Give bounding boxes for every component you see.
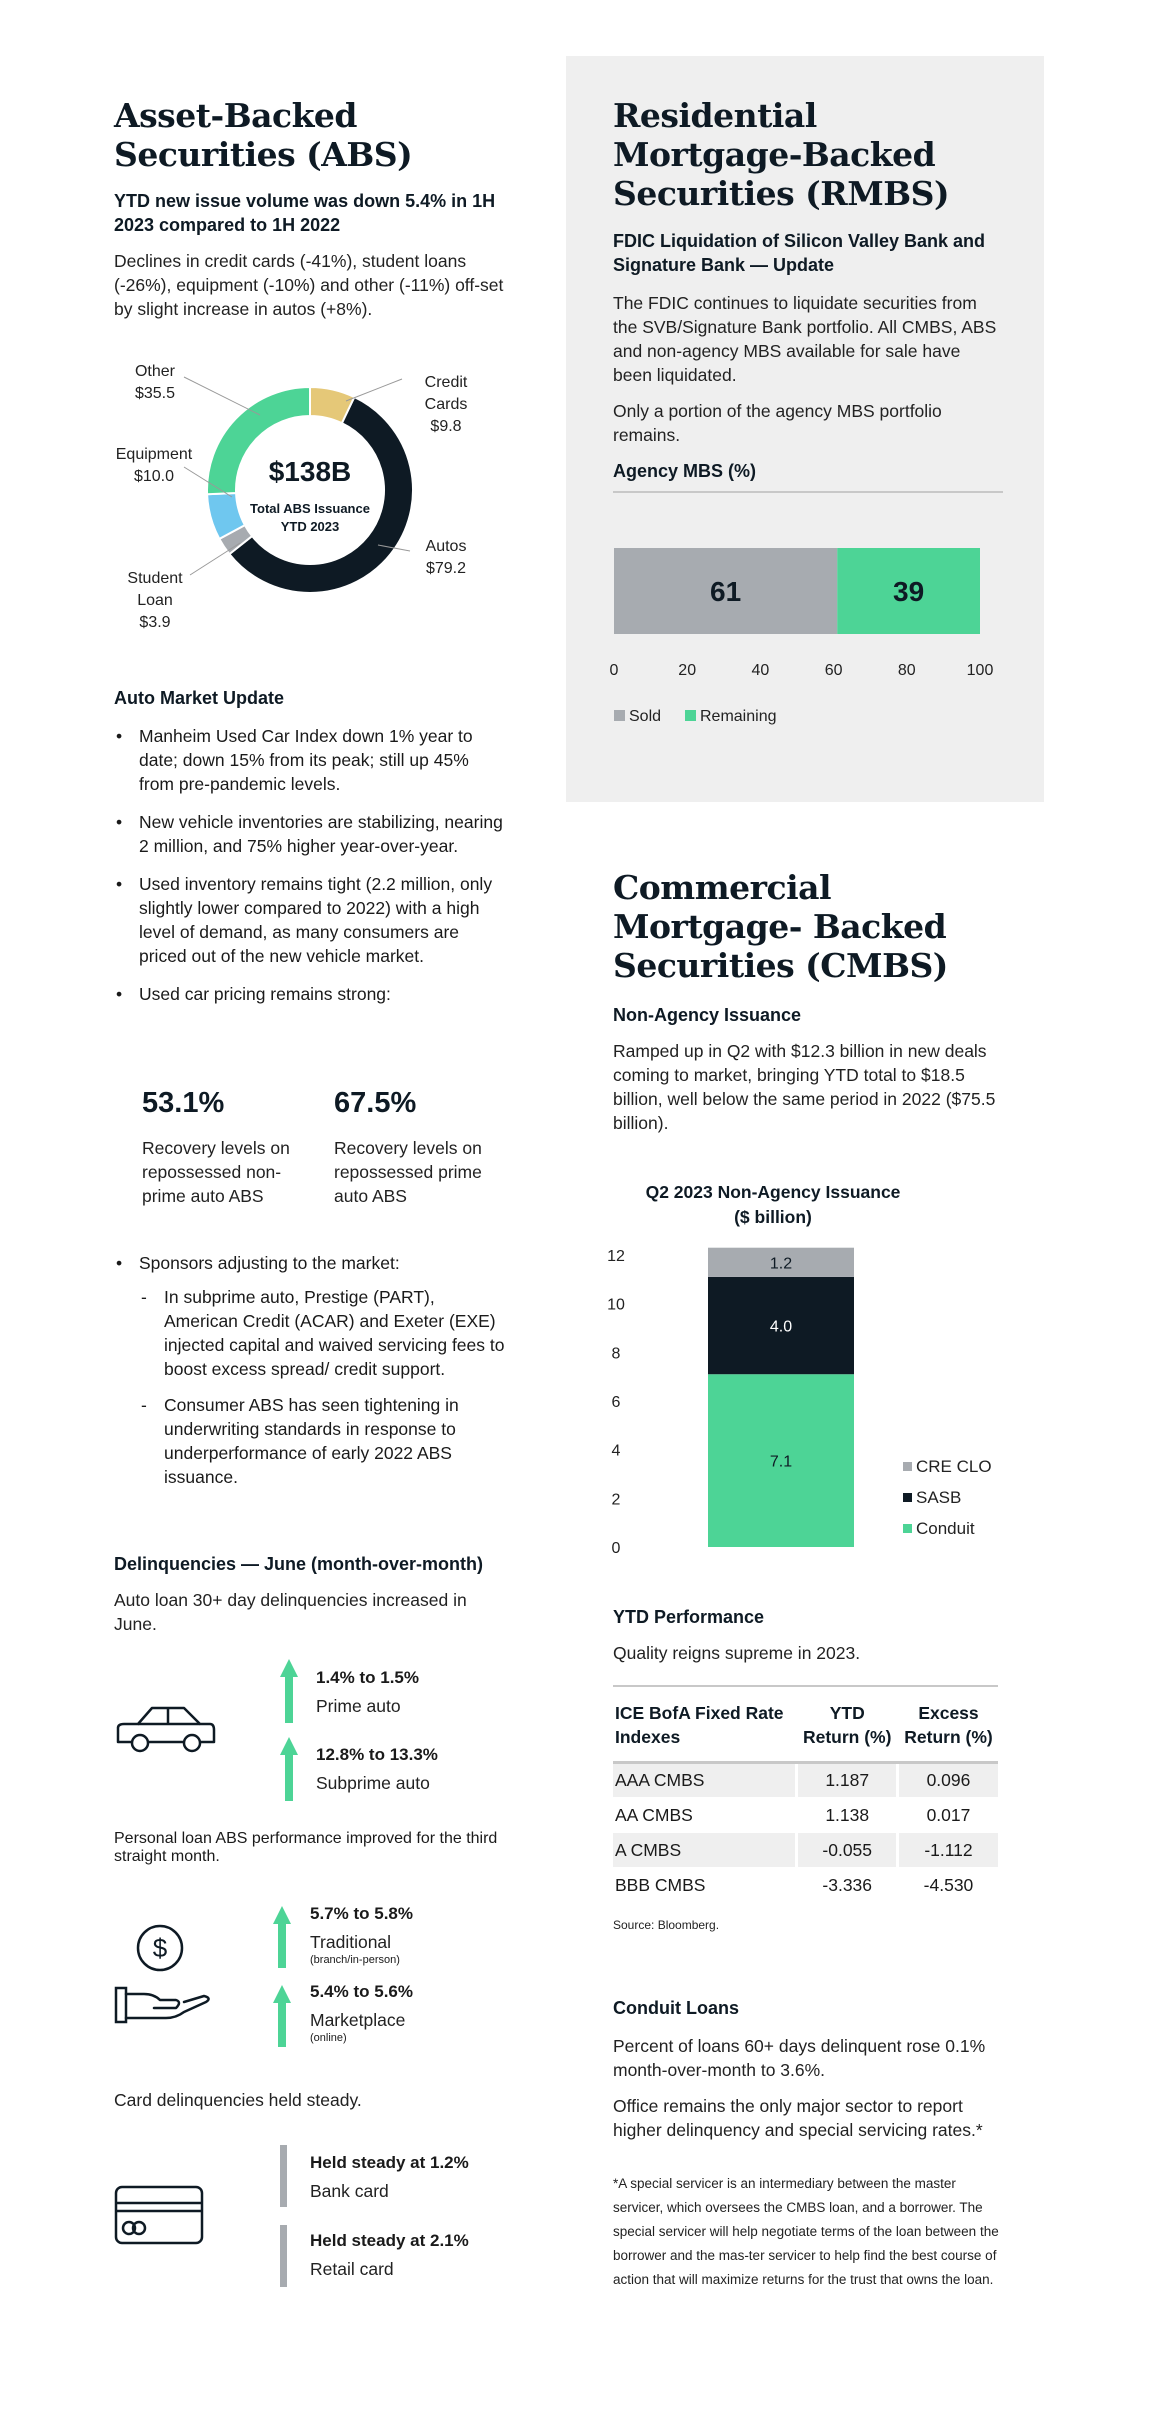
card-item-bank bbox=[310, 2151, 520, 2203]
ytd-text: Quality reigns supreme in 2023. bbox=[613, 1643, 861, 1663]
svg-text:$: $ bbox=[152, 1933, 168, 1963]
auto-bullet: • Used inventory remains tight (2.2 million, only slightly lower compared to 2022) with a high level of demand, as many consumers are priced out of the new vehicle market. bbox=[114, 872, 506, 968]
cmbs-body: Ramped up in Q2 with $12.3 billion in new deals coming to market, bringing YTD total to $18.5 billion, well below the same period in 2022 ($75.5 billion). bbox=[613, 1041, 996, 1133]
conduit-heading: Conduit Loans bbox=[613, 1998, 739, 2018]
donut-label-student-loan: Student Loan $3.9 bbox=[127, 570, 183, 631]
cmbs-legend-label: Conduit bbox=[916, 1519, 975, 1538]
agency-bar-label: 61 bbox=[710, 576, 742, 607]
table-cell: 1.187 bbox=[797, 1763, 898, 1798]
donut-center-value: $138B bbox=[268, 456, 352, 487]
conduit-text-1: Percent of loans 60+ days delinquent rose 0.1% month-over-month to 3.6%. bbox=[613, 2036, 986, 2080]
cmbs-tick-label: 12 bbox=[607, 1248, 625, 1265]
abs-section bbox=[114, 96, 504, 321]
personal-loan-text: Personal loan ABS performance improved for the third straight month. bbox=[114, 1830, 498, 1865]
auto-item-label: Subprime auto bbox=[316, 1773, 430, 1793]
legend-swatch bbox=[903, 1493, 912, 1502]
cmbs-bar-label: 7.1 bbox=[769, 1453, 793, 1471]
auto-item-value: 12.8% to 13.3% bbox=[316, 1745, 438, 1764]
agency-tick-label: 80 bbox=[897, 662, 916, 679]
personal-item-label: Marketplace bbox=[310, 2010, 406, 2030]
auto-item-label: Prime auto bbox=[316, 1696, 401, 1716]
money-hand-icon bbox=[114, 1918, 210, 2030]
stat-label: Recovery levels on repossessed prime auto ABS bbox=[334, 1138, 482, 1206]
performance-table bbox=[613, 1697, 998, 1903]
table-cell: 0.096 bbox=[897, 1763, 998, 1798]
delinquency-auto-text: Auto loan 30+ day delinquencies increased in June. bbox=[114, 1590, 467, 1634]
delinquency-section bbox=[114, 1552, 506, 1636]
cmbs-subtitle: Non-Agency Issuance bbox=[613, 1005, 802, 1025]
agency-tick-label: 20 bbox=[678, 662, 697, 679]
agency-legend-label: Sold bbox=[629, 708, 662, 725]
personal-item-note: (online) bbox=[310, 2032, 347, 2044]
sponsor-bullet-text: Sponsors adjusting to the market: bbox=[139, 1253, 400, 1273]
stat-label: Recovery levels on repossessed non-prime auto ABS bbox=[142, 1138, 290, 1206]
cmbs-tick-label: 4 bbox=[611, 1442, 621, 1460]
ytd-heading: YTD Performance bbox=[613, 1607, 765, 1627]
cmbs-issuance-chart bbox=[600, 1172, 1020, 1562]
personal-item-value: 5.7% to 5.8% bbox=[310, 1904, 413, 1923]
legend-swatch bbox=[903, 1524, 912, 1533]
ytd-performance-section bbox=[613, 1605, 1003, 1937]
stat-value: 53.1% bbox=[142, 1087, 225, 1119]
table-cell: -4.530 bbox=[897, 1868, 998, 1903]
agency-tick-label: 60 bbox=[824, 662, 843, 679]
rmbs-title: Residential Mortgage-Backed Securities (RMBS) bbox=[613, 96, 950, 213]
table-cell: AAA CMBS bbox=[613, 1763, 797, 1798]
table-row bbox=[613, 1763, 998, 1798]
auto-item-subprime bbox=[316, 1743, 516, 1795]
rmbs-subtitle: FDIC Liquidation of Silicon Valley Bank and Signature Bank — Update bbox=[613, 231, 986, 275]
rmbs-body-2: Only a portion of the agency MBS portfolio remains. bbox=[613, 401, 942, 445]
table-row bbox=[613, 1868, 998, 1903]
table-row bbox=[613, 1833, 998, 1868]
table-cell: BBB CMBS bbox=[613, 1868, 797, 1903]
auto-bullets bbox=[114, 724, 506, 1006]
stat-value: 67.5% bbox=[334, 1087, 417, 1119]
conduit-section bbox=[613, 1996, 1003, 2292]
card-item-value: Held steady at 1.2% bbox=[310, 2153, 469, 2172]
personal-item-label: Traditional bbox=[310, 1932, 392, 1952]
agency-legend-label: Remaining bbox=[700, 708, 777, 725]
personal-item-marketplace bbox=[310, 1980, 520, 2044]
table-cell: 0.017 bbox=[897, 1798, 998, 1833]
auto-bullet: • New vehicle inventories are stabilizing, nearing 2 million, and 75% higher year-over-year. bbox=[114, 810, 506, 858]
table-header-row bbox=[613, 1697, 998, 1763]
table-cell: 1.138 bbox=[797, 1798, 898, 1833]
donut-center-label-1: Total ABS Issuance bbox=[250, 501, 370, 516]
personal-item-traditional bbox=[310, 1902, 520, 1966]
legend-swatch bbox=[685, 710, 696, 721]
auto-market-heading: Auto Market Update bbox=[114, 688, 285, 708]
cmbs-tick-label: 6 bbox=[611, 1394, 621, 1411]
card-item-label: Retail card bbox=[310, 2259, 394, 2279]
arrow-up-icon bbox=[273, 1985, 291, 2047]
agency-bar-label: 39 bbox=[893, 576, 925, 607]
sponsor-section bbox=[114, 1251, 506, 1503]
abs-body: Declines in credit cards (-41%), student loans (-26%), equipment (-10%) and other (-11%) off-set by slight increase in autos (+8%). bbox=[114, 251, 504, 319]
sponsor-bullet bbox=[114, 1251, 506, 1489]
card-item-label: Bank card bbox=[310, 2181, 389, 2201]
table-top-rule bbox=[613, 1685, 998, 1687]
cmbs-title: Commercial Mortgage- Backed Securities (CMBS) bbox=[613, 868, 948, 985]
auto-bullet: • Used car pricing remains strong: bbox=[114, 982, 506, 1006]
steady-bar bbox=[280, 2145, 287, 2207]
personal-item-note: (branch/in-person) bbox=[310, 1954, 400, 1966]
sponsor-bullets bbox=[114, 1251, 506, 1489]
card-item-value: Held steady at 2.1% bbox=[310, 2231, 469, 2250]
card-delinquency-text: Card delinquencies held steady. bbox=[114, 2090, 362, 2110]
table-source: Source: Bloomberg. bbox=[613, 1918, 720, 1932]
cmbs-legend-label: SASB bbox=[916, 1488, 962, 1507]
agency-tick-label: 100 bbox=[966, 662, 994, 679]
donut-label-equipment: Equipment $10.0 bbox=[115, 446, 193, 485]
steady-bar bbox=[280, 2225, 287, 2287]
auto-bullet: • Manheim Used Car Index down 1% year to date; down 15% from its peak; still up 45% from pre-pandemic levels. bbox=[114, 724, 506, 796]
sponsor-sub-bullet: - In subprime auto, Prestige (PART), American Credit (ACAR) and Exeter (EXE) injected capital and waived servicing fees to boost excess spread/ credit support. bbox=[139, 1285, 506, 1381]
abs-subtitle: YTD new issue volume was down 5.4% in 1H 2023 compared to 1H 2022 bbox=[114, 191, 496, 235]
auto-market-section bbox=[114, 686, 506, 1020]
auto-item-value: 1.4% to 1.5% bbox=[316, 1668, 419, 1687]
table-header: YTD Return (%) bbox=[797, 1697, 898, 1763]
cmbs-section bbox=[613, 868, 1003, 1135]
cmbs-tick-label: 0 bbox=[611, 1540, 621, 1557]
auto-item-prime bbox=[316, 1666, 516, 1718]
cmbs-chart-title: ($ billion) bbox=[734, 1207, 812, 1227]
delinquency-heading: Delinquencies — June (month-over-month) bbox=[114, 1554, 484, 1574]
agency-tick-label: 40 bbox=[751, 662, 770, 679]
conduit-text-2: Office remains the only major sector to report higher delinquency and special servicing rates.* bbox=[613, 2096, 983, 2140]
table-cell: AA CMBS bbox=[613, 1798, 797, 1833]
abs-title: Asset-Backed Securities (ABS) bbox=[114, 96, 413, 174]
sponsor-sub-bullet: - Consumer ABS has seen tightening in underwriting standards in response to underperformance of early 2022 ABS issuance. bbox=[139, 1393, 506, 1489]
agency-mbs-heading: Agency MBS (%) bbox=[613, 459, 1003, 493]
cmbs-tick-label: 2 bbox=[611, 1491, 621, 1509]
table-cell: -0.055 bbox=[797, 1833, 898, 1868]
car-icon bbox=[114, 1700, 218, 1756]
table-cell: A CMBS bbox=[613, 1833, 797, 1868]
table-header: Excess Return (%) bbox=[897, 1697, 998, 1763]
donut-label-credit-cards: Credit Cards $9.8 bbox=[424, 374, 468, 435]
donut-label-other: Other $35.5 bbox=[134, 363, 176, 402]
cmbs-chart-title: Q2 2023 Non-Agency Issuance bbox=[645, 1182, 901, 1202]
agency-tick-label: 0 bbox=[609, 662, 619, 679]
legend-swatch bbox=[614, 710, 625, 721]
abs-donut-chart bbox=[100, 355, 520, 645]
personal-item-value: 5.4% to 5.6% bbox=[310, 1982, 413, 2001]
table-cell: -1.112 bbox=[897, 1833, 998, 1868]
cmbs-tick-label: 10 bbox=[607, 1296, 625, 1314]
donut-center-label-2: YTD 2023 bbox=[280, 519, 340, 534]
cmbs-bar-label: 1.2 bbox=[769, 1255, 793, 1273]
agency-mbs-chart bbox=[600, 520, 1020, 740]
table-row bbox=[613, 1798, 998, 1833]
stat-prime bbox=[334, 1086, 514, 1208]
footnote: *A special servicer is an intermediary between the master servicer, which oversees the CMBS loan, and a borrower. The special servicer will help negotiate terms of the loan between the borrower and the mas-ter servicer to help find the best course of action that will maximize returns for the trust that owns the loan. bbox=[613, 2176, 999, 2287]
cmbs-tick-label: 8 bbox=[611, 1345, 621, 1363]
rmbs-body-1: The FDIC continues to liquidate securities from the SVB/Signature Bank portfolio. All CMBS, ABS and non-agency MBS available for sale have been liquidated. bbox=[613, 293, 997, 385]
arrow-up-icon bbox=[280, 1737, 298, 1801]
card-item-retail bbox=[310, 2229, 520, 2281]
credit-card-icon bbox=[114, 2185, 206, 2247]
cmbs-legend-label: CRE CLO bbox=[916, 1457, 992, 1476]
sponsor-sub-bullets bbox=[139, 1285, 506, 1489]
arrow-up-icon bbox=[273, 1906, 291, 1968]
rmbs-section bbox=[613, 96, 1003, 493]
table-cell: -3.336 bbox=[797, 1868, 898, 1903]
table-header: ICE BofA Fixed Rate Indexes bbox=[613, 1697, 797, 1763]
stat-nonprime bbox=[142, 1086, 312, 1208]
arrow-up-icon bbox=[280, 1659, 298, 1723]
donut-label-autos: Autos $79.2 bbox=[425, 538, 467, 577]
cmbs-bar-label: 4.0 bbox=[769, 1318, 793, 1336]
legend-swatch bbox=[903, 1462, 912, 1471]
